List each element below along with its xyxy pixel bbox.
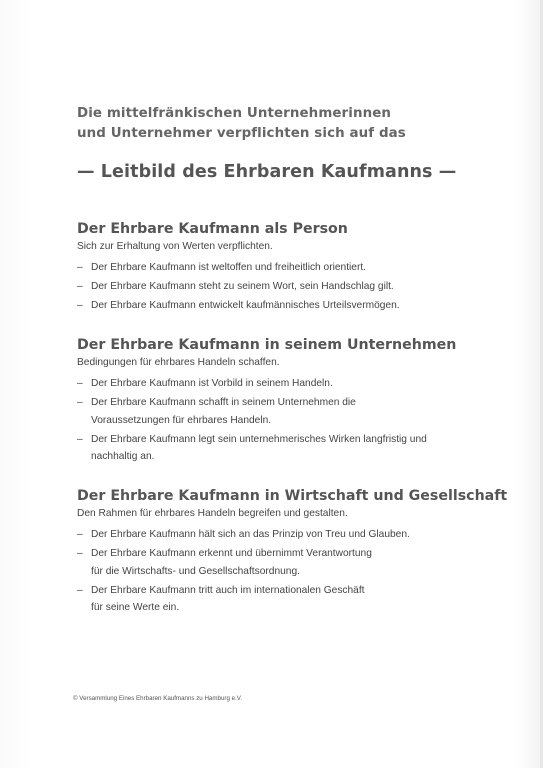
dash-bullet: –: [77, 548, 83, 559]
section-unternehmen: [77, 335, 517, 467]
list-item-line: nachhaltig an.: [91, 451, 155, 462]
dash-bullet: –: [77, 584, 83, 596]
section-list: [77, 375, 517, 466]
list-item-line: Der Ehrbare Kaufmann tritt auch im internationalen Geschäft: [91, 584, 365, 596]
list-item-line: Der Ehrbare Kaufmann schafft in seinem Unternehmen die: [91, 397, 356, 408]
page-title: — Leitbild des Ehrbaren Kaufmanns —: [77, 162, 457, 182]
section-list: [77, 526, 517, 617]
section-list: [77, 259, 517, 315]
intro-line-2: und Unternehmer verpflichten sich auf das: [77, 126, 406, 141]
intro-text: [77, 104, 406, 144]
section-subheading: Sich zur Erhaltung von Werten verpflichten.: [77, 241, 273, 252]
list-item-line: Der Ehrbare Kaufmann ist Vorbild in seinem Handeln.: [91, 378, 333, 389]
section-subheading: Den Rahmen für ehrbares Handeln begreifen und gestalten.: [77, 508, 348, 519]
list-item-line: Der Ehrbare Kaufmann hält sich an das Prinzip von Treu und Glauben.: [91, 529, 410, 540]
list-item: [77, 526, 517, 544]
list-item-line: Voraussetzungen für ehrbares Handeln.: [91, 414, 272, 426]
list-item: [77, 278, 517, 296]
list-item: [77, 545, 517, 580]
list-item: [77, 582, 517, 617]
dash-bullet: –: [77, 300, 83, 311]
section-heading: Der Ehrbare Kaufmann in seinem Unternehmen: [77, 337, 457, 353]
dash-bullet: –: [77, 262, 83, 273]
dash-bullet: –: [77, 281, 83, 292]
list-item-line: Der Ehrbare Kaufmann erkennt und übernimmt Verantwortung: [91, 548, 372, 559]
section-wirtschaft-gesellschaft: [77, 486, 517, 618]
dash-bullet: –: [77, 397, 83, 408]
section-heading: Der Ehrbare Kaufmann als Person: [77, 221, 348, 237]
list-item: [77, 431, 517, 466]
section-person: [77, 219, 517, 316]
list-item-line: Der Ehrbare Kaufmann steht zu seinem Wort, sein Handschlag gilt.: [91, 281, 394, 292]
list-item-line: Der Ehrbare Kaufmann entwickelt kaufmännisches Urteilsvermögen.: [91, 300, 400, 311]
list-item: [77, 259, 517, 277]
copyright-footer: © Versammlung Eines Ehrbaren Kaufmanns zu Hamburg e.V.: [73, 695, 243, 702]
dash-bullet: –: [77, 433, 83, 445]
list-item-line: Der Ehrbare Kaufmann ist weltoffen und freiheitlich orientiert.: [91, 262, 367, 273]
dash-bullet: –: [77, 378, 83, 389]
section-heading: Der Ehrbare Kaufmann in Wirtschaft und Gesellschaft: [77, 488, 508, 504]
intro-line-1: Die mittelfränkischen Unternehmerinnen: [77, 106, 392, 121]
dash-bullet: –: [77, 529, 83, 540]
list-item-line: für seine Werte ein.: [91, 602, 180, 613]
list-item: [77, 297, 517, 315]
list-item: [77, 375, 517, 393]
list-item-line: Der Ehrbare Kaufmann legt sein unternehmerisches Wirken langfristig und: [91, 433, 427, 445]
list-item: [77, 394, 517, 429]
list-item-line: für die Wirtschafts- und Gesellschaftsordnung.: [91, 565, 300, 577]
section-subheading: Bedingungen für ehrbares Handeln schaffen.: [77, 357, 280, 368]
